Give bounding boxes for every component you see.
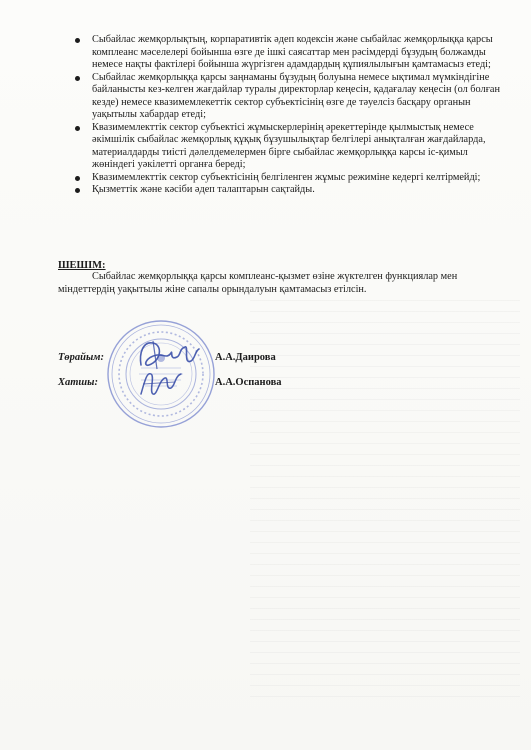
bullet-item	[72, 172, 502, 185]
bullet-dot	[75, 126, 80, 131]
bullet-text: Қызметтік және кәсіби әдеп талаптарын сақтайды.	[92, 184, 315, 195]
bullet-dot	[75, 176, 80, 181]
bullet-text: Квазимемлекттік сектор субъектісінің белгіленген жұмыс режиміне кедергі келтірмейді;	[92, 171, 481, 183]
chair-label: Төрайым:	[58, 352, 104, 363]
secretary-signature	[135, 368, 185, 400]
bullet-dot	[75, 188, 80, 193]
bleed-through-texture	[250, 300, 520, 700]
bullet-item	[72, 72, 502, 122]
bullet-text: Сыбайлас жемқорлыққа қарсы заңнаманы бұзудың болуына немесе ықтимал мүмкіндігіне байланысты кез-келген жағдайлар туралы директорлар кеңесін, қадағалау кеңесін (ол болған кезде) немесе квазимемлекеттік сектор субъектісінің өзге де тәуелсіз басқару органын уақытылы хабардар етеді;	[92, 71, 500, 120]
chair-name: А.А.Даирова	[215, 352, 276, 363]
bullet-dot	[75, 76, 80, 81]
secretary-name: А.А.Оспанова	[215, 377, 282, 388]
bullet-item	[72, 34, 502, 72]
decision-text: Сыбайлас жемқорлыққа қарсы комплеанс-қызмет өзіне жүктелген функциялар мен міндеттердің уақытылы жіне сапалы орындалуын қамтамасыз етілсін.	[58, 271, 458, 295]
decision-heading: ШЕШІМ:	[58, 260, 106, 271]
bullet-text: Квазимемлекттік сектор субъектісі жұмыскерлерінің әрекеттерінде қылмыстық немесе әкімшілік сыбайлас жемқорлық құқық бұзушылықтар белгілері анықталған жағдайларда, материалдарды тиісті дәлелдемелермен бірге сыбайлас жемқорлыққа карсы іс-қимыл жөніндегі уәкілетті органға береді;	[92, 121, 486, 170]
bullet-item	[72, 184, 502, 197]
bullet-text: Сыбайлас жемқорлықтың, корпаративтік әдеп кодексін және сыбайлас жемқорлыққа қарсы комплеанс мәселелері бойынша өзге де ішкі саясаттар мен рәсімдерді бұзудың болжамды немесе нақты фактілері бойынша жүргізген адамдардың құпиялылығын қамтамасыз етеді;	[92, 34, 493, 70]
duties-bullet-list	[72, 34, 502, 197]
secretary-label: Хатшы:	[58, 377, 98, 388]
bullet-dot	[75, 38, 80, 43]
bullet-item	[72, 122, 502, 172]
